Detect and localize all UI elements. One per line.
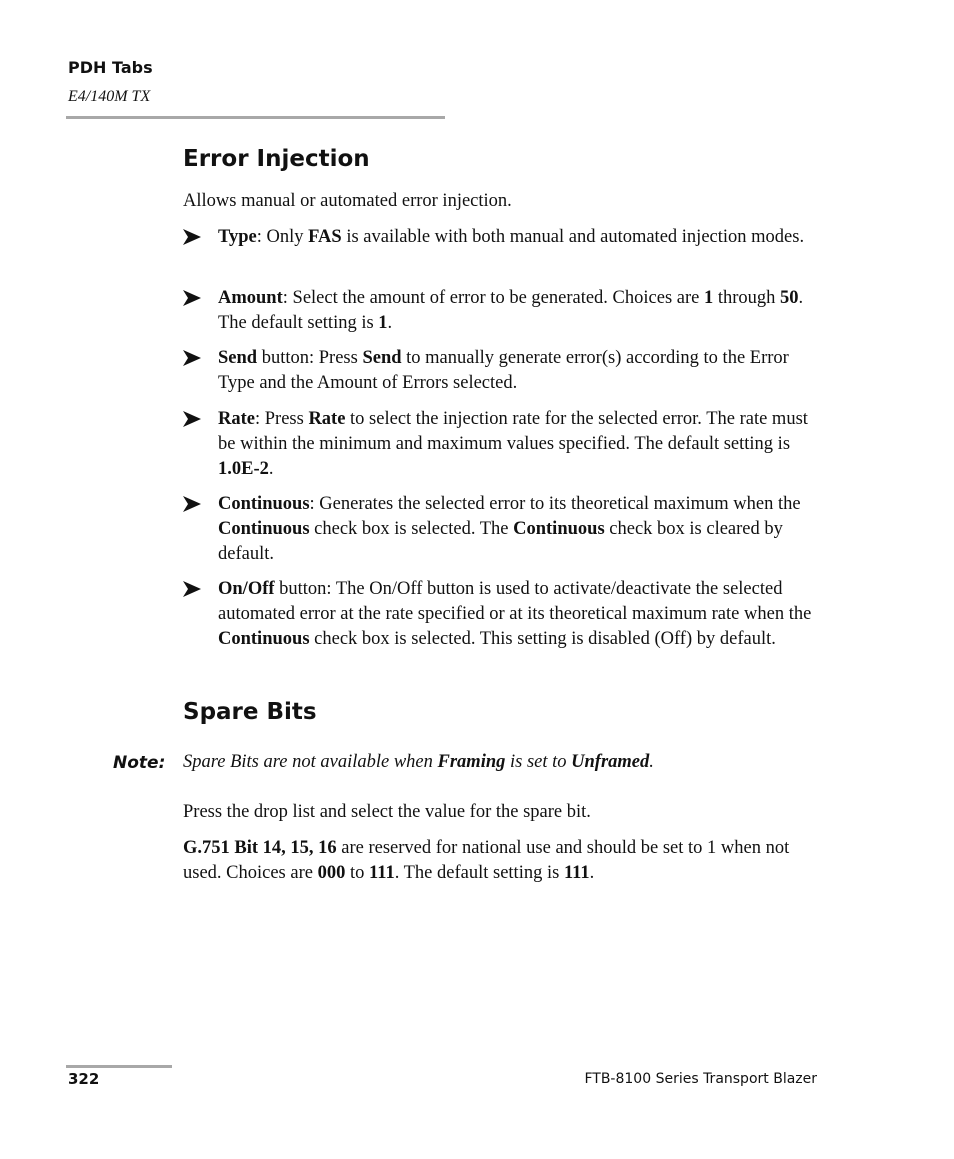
arrow-bullet-icon xyxy=(183,581,201,597)
note-label: Note: xyxy=(113,753,166,773)
bullet-text-amount: Amount: Select the amount of error to be generated. Choices are 1 through 50. The default setting is 1. xyxy=(218,288,804,333)
page-number: 322 xyxy=(68,1070,100,1088)
bold-term: Send xyxy=(362,348,402,368)
list-item xyxy=(183,225,823,250)
bold-term: 1 xyxy=(378,313,388,333)
bullet-text-onoff: On/Off button: The On/Off button is used to activate/deactivate the selected automated error at the rate specified or at its theoretical maximum rate when the Continuous check box is selected. This setting is disabled (Off) by default. xyxy=(218,579,812,649)
bold-term: Unframed xyxy=(571,752,650,772)
bold-term: Send xyxy=(218,348,258,368)
bold-term: Continuous xyxy=(218,494,310,514)
bold-term: FAS xyxy=(308,227,342,247)
arrow-bullet-icon xyxy=(183,229,201,245)
spare-bits-heading: Spare Bits xyxy=(183,699,317,725)
bullet-text-rate: Rate: Press Rate to select the injection rate for the selected error. The rate must be within the minimum and maximum values specified. The default setting is 1.0E-2. xyxy=(218,409,808,479)
bold-term: Rate xyxy=(308,409,346,429)
bold-term: 50 xyxy=(780,288,799,308)
list-item xyxy=(183,492,823,567)
note-text: Spare Bits are not available when Framing is set to Unframed. xyxy=(183,752,654,772)
bold-term: 1.0E-2 xyxy=(218,459,269,479)
bold-term: 111 xyxy=(369,863,395,883)
bold-term: 111 xyxy=(563,863,590,883)
bold-term: Rate xyxy=(218,409,255,429)
list-item xyxy=(183,577,823,652)
bold-term: Continuous xyxy=(218,519,310,539)
error-injection-intro: Allows manual or automated error injection. xyxy=(183,191,512,211)
bold-term: Type xyxy=(218,227,257,247)
spare-bits-description: G.751 Bit 14, 15, 16 are reserved for national use and should be set to 1 when not used. Choices are 000 to 111. The default setting is 111. xyxy=(183,838,790,883)
bullet-text-continuous: Continuous: Generates the selected error to its theoretical maximum when the Continuous check box is selected. The Continuous check box is cleared by default. xyxy=(218,494,801,564)
bold-term: Continuous xyxy=(218,629,310,649)
arrow-bullet-icon xyxy=(183,496,201,512)
bold-term: Amount xyxy=(218,288,283,308)
list-item xyxy=(183,346,823,396)
arrow-bullet-icon xyxy=(183,350,201,366)
bullet-text-send: Send button: Press Send to manually generate error(s) according to the Error Type and the Amount of Errors selected. xyxy=(218,348,789,393)
list-item xyxy=(183,407,823,482)
error-injection-heading: Error Injection xyxy=(183,146,370,172)
bold-term: On/Off xyxy=(218,579,275,599)
bold-term: G.751 Bit 14, 15, 16 xyxy=(183,838,337,858)
bold-term: 000 xyxy=(317,863,346,883)
arrow-bullet-icon xyxy=(183,411,201,427)
spare-bits-instruction: Press the drop list and select the value for the spare bit. xyxy=(183,802,591,822)
header-rule xyxy=(66,116,445,119)
bold-term: Continuous xyxy=(513,519,605,539)
footer-doc-title: FTB-8100 Series Transport Blazer xyxy=(584,1071,817,1087)
footer-rule xyxy=(66,1065,172,1068)
bold-term: 1 xyxy=(703,288,714,308)
header-subsection: E4/140M TX xyxy=(68,88,151,105)
list-item xyxy=(183,286,823,336)
header-section-title: PDH Tabs xyxy=(68,58,153,77)
bold-term: Framing xyxy=(437,752,506,772)
bullet-text-type: Type: Only FAS is available with both manual and automated injection modes. xyxy=(218,227,805,247)
arrow-bullet-icon xyxy=(183,290,201,306)
